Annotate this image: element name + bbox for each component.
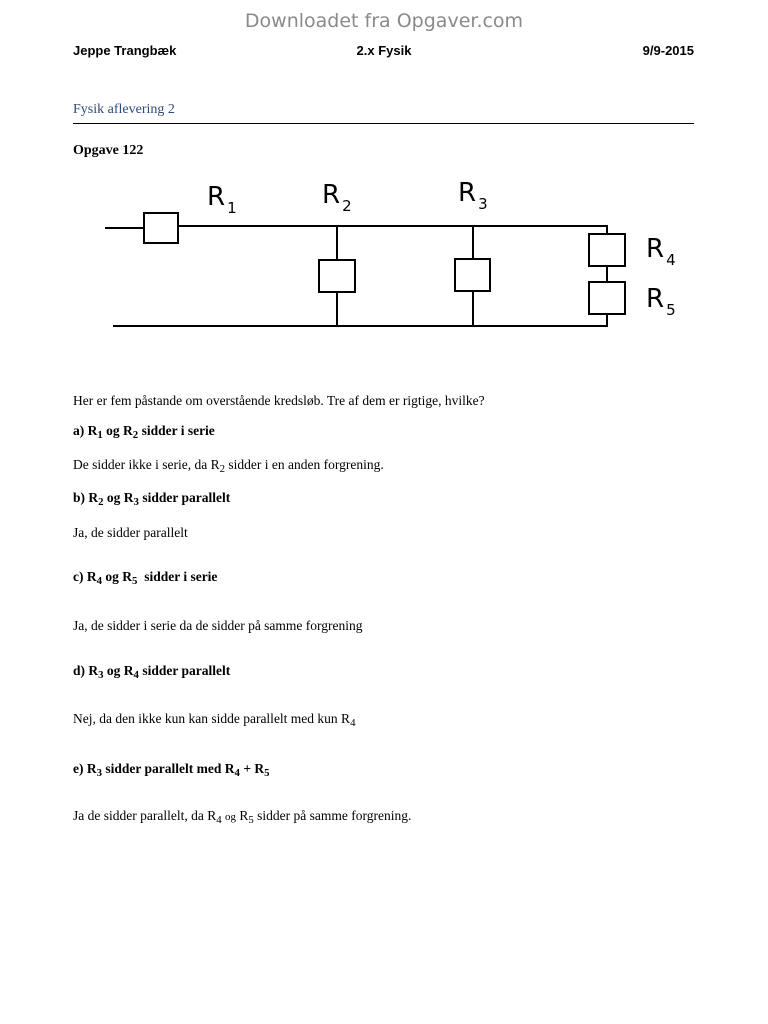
question-d: d) $R_3$ og $R_4$ sidder parallelt — [73, 663, 231, 682]
label-r4: R $_4$ — [646, 234, 676, 269]
resistor-r5 — [589, 282, 625, 314]
answer-d: Nej, da den ikke kun kan sidde parallelt med kun $R_4$ — [73, 711, 356, 730]
answer-e: Ja de sidder parallelt, da $R_4$ og $R_5$ sidder på samme forgrening. — [73, 808, 412, 827]
title-divider — [73, 123, 694, 124]
intro-text: Her er fem påstande om overstående kredsløb. Tre af dem er rigtige, hvilke? — [73, 393, 485, 408]
document-title: Fysik aflevering 2 — [73, 102, 175, 117]
answer-c: Ja, de sidder i serie da de sidder på samme forgrening — [73, 618, 363, 633]
header-date: 9/9-2015 — [642, 43, 694, 58]
header-author: Jeppe Trangbæk — [73, 43, 177, 58]
resistor-r4 — [589, 234, 625, 266]
question-a: a) $R_1$ og $R_2$ sidder i serie — [73, 423, 215, 442]
label-r3: R $_3$ — [458, 178, 488, 213]
label-r1: R $_1$ — [207, 182, 237, 217]
question-e: e) $R_3$ sidder parallelt med $R_4 + R_5$ — [73, 761, 270, 780]
circuit-diagram — [100, 172, 700, 342]
question-c: c) $R_4$ og $R_5$ sidder i serie — [73, 569, 218, 588]
answer-b: Ja, de sidder parallelt — [73, 525, 188, 540]
label-r5: R $_5$ — [646, 284, 676, 319]
resistor-r2 — [319, 260, 355, 292]
question-b: b) $R_2$ og $R_3$ sidder parallelt — [73, 490, 231, 509]
section-title: Opgave 122 — [73, 143, 144, 158]
label-r2: R $_2$ — [322, 180, 352, 215]
answer-a: De sidder ikke i serie, da $R_2$ sidder i en anden forgrening. — [73, 457, 384, 476]
header-course: 2.x Fysik — [356, 43, 412, 58]
watermark: Downloadet fra Opgaver.com — [244, 10, 524, 32]
resistor-r1 — [144, 213, 178, 243]
resistor-r3 — [455, 259, 490, 291]
